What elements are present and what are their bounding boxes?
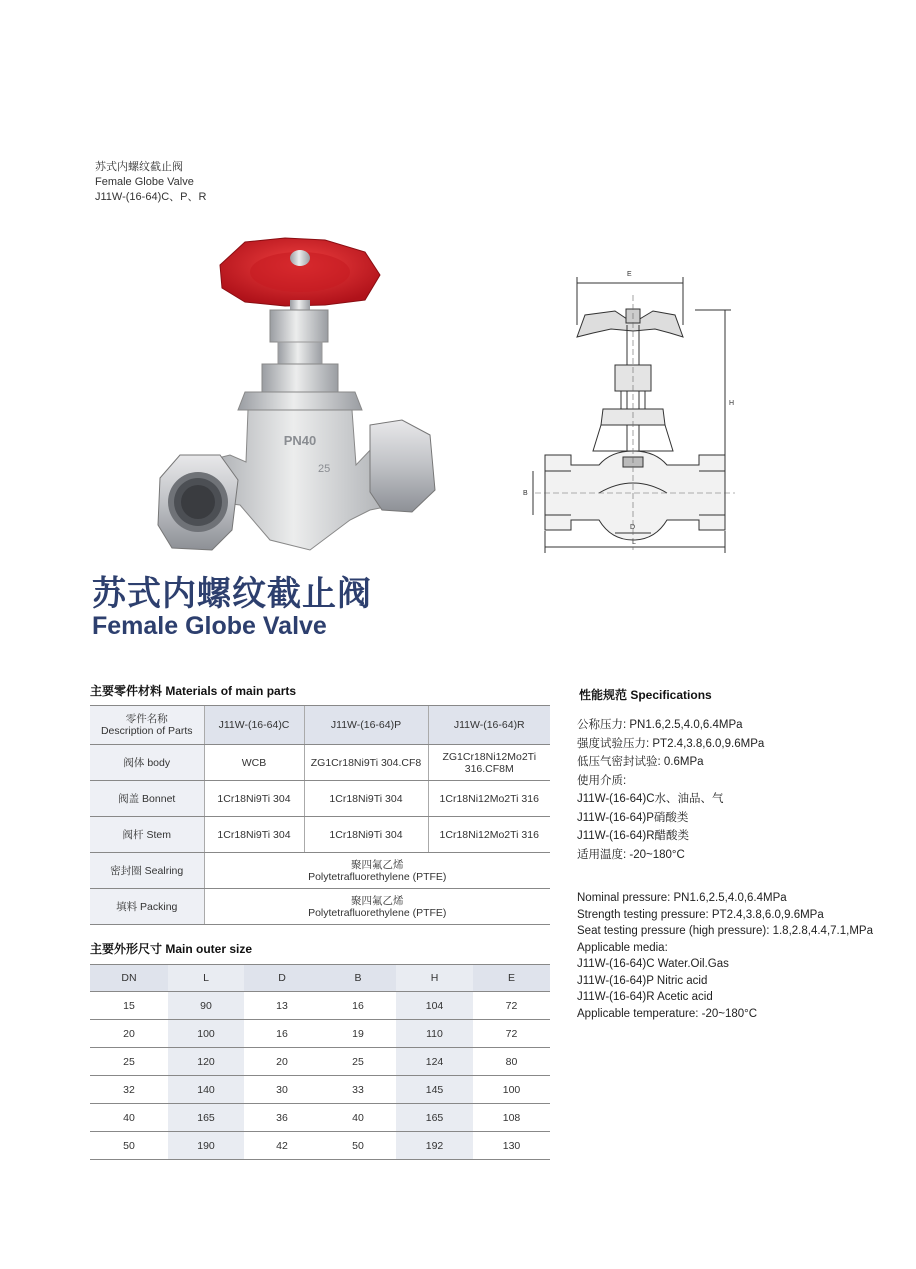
size-cell-b: 33 — [320, 1076, 396, 1104]
material-p: 1Cr18Ni9Ti 304 — [304, 817, 428, 853]
part-name: 阀体 body — [90, 745, 204, 781]
sizes-col-d: D — [244, 965, 320, 992]
dim-label-d: D — [630, 524, 636, 531]
size-cell-dn: 25 — [90, 1048, 168, 1076]
sizes-table — [90, 964, 550, 1160]
spec-line: 使用介质: — [577, 774, 627, 787]
spec-line: 低压气密封试验: 0.6MPa — [577, 756, 704, 768]
material-all-en: Polytetrafluorethylene (PTFE) — [308, 906, 447, 919]
size-cell-l: 100 — [168, 1020, 244, 1048]
size-cell-e: 80 — [473, 1048, 550, 1076]
size-cell-d: 36 — [244, 1104, 320, 1132]
size-cell-b: 40 — [320, 1104, 396, 1132]
size-cell-h: 192 — [396, 1132, 473, 1160]
material-all — [204, 853, 550, 889]
material-all-cn: 聚四氟乙烯 — [351, 858, 404, 871]
materials-table — [90, 705, 550, 925]
table-row — [90, 1104, 550, 1132]
size-cell-h: 104 — [396, 992, 473, 1020]
spec-line: J11W-(16-64)R醋酸类 — [577, 830, 690, 842]
spec-line: 适用温度: -20~180°C — [577, 848, 685, 861]
spec-line: J11W-(16-64)R Acetic acid — [577, 991, 713, 1003]
size-cell-l: 140 — [168, 1076, 244, 1104]
sizes-col-dn: DN — [90, 965, 168, 992]
materials-row-stem — [90, 817, 550, 853]
spec-line: 强度试验压力: PT2.4,3.8,6.0,9.6MPa — [577, 737, 765, 750]
material-r: 1Cr18Ni12Mo2Ti 316 — [428, 817, 550, 853]
size-cell-d: 20 — [244, 1048, 320, 1076]
valve-photo — [150, 230, 450, 560]
size-cell-dn: 15 — [90, 992, 168, 1020]
materials-row-sealring — [90, 853, 550, 889]
materials-row-bonnet — [90, 781, 550, 817]
material-all-cn: 聚四氟乙烯 — [351, 894, 404, 907]
part-name: 阀盖 Bonnet — [90, 781, 204, 817]
size-cell-b: 19 — [320, 1020, 396, 1048]
materials-row-packing — [90, 889, 550, 925]
part-name: 阀杆 Stem — [90, 817, 204, 853]
size-cell-e: 72 — [473, 1020, 550, 1048]
header-model: J11W-(16-64)C、P、R — [95, 191, 207, 203]
body-mark-pn: PN40 — [283, 433, 317, 448]
material-c: 1Cr18Ni9Ti 304 — [204, 781, 304, 817]
size-cell-dn: 40 — [90, 1104, 168, 1132]
material-r-line1: ZG1Cr18Ni12Mo2Ti — [442, 750, 537, 763]
dim-label-b: B — [523, 490, 528, 497]
size-cell-l: 120 — [168, 1048, 244, 1076]
size-cell-l: 90 — [168, 992, 244, 1020]
spec-line: J11W-(16-64)P Nitric acid — [577, 974, 708, 987]
materials-col-part-en: Description of Parts — [100, 725, 193, 737]
size-cell-b: 50 — [320, 1132, 396, 1160]
materials-row-body — [90, 745, 550, 781]
size-cell-l: 190 — [168, 1132, 244, 1160]
spec-line: J11W-(16-64)P硝酸类 — [577, 811, 689, 824]
size-cell-h: 124 — [396, 1048, 473, 1076]
specs-cn — [577, 716, 764, 864]
table-row — [90, 1132, 550, 1160]
dim-label-e: E — [627, 271, 632, 278]
table-row — [90, 1048, 550, 1076]
spec-line: J11W-(16-64)C水、油品、气 — [577, 793, 724, 805]
materials-heading: 主要零件材料 Materials of main parts — [90, 684, 297, 698]
size-cell-d: 13 — [244, 992, 320, 1020]
size-cell-e: 108 — [473, 1104, 550, 1132]
material-p: 1Cr18Ni9Ti 304 — [304, 781, 428, 817]
header-title-cn: 苏式内螺纹截止阀 — [95, 161, 183, 173]
spec-line: 公称压力: PN1.6,2.5,4.0,6.4MPa — [577, 719, 743, 731]
body-mark-size: 25 — [318, 463, 331, 475]
sizes-header-row — [90, 965, 550, 992]
material-r: 1Cr18Ni12Mo2Ti 316 — [428, 781, 550, 817]
sizes-col-e: E — [473, 965, 550, 992]
spec-line: Applicable temperature: -20~180°C — [577, 1007, 758, 1020]
materials-col-c: J11W-(16-64)C — [204, 706, 304, 745]
specs-heading: 性能规范 Specifications — [579, 688, 712, 702]
size-cell-b: 16 — [320, 992, 396, 1020]
size-cell-dn: 20 — [90, 1020, 168, 1048]
main-title-cn: 苏式内螺纹截止阀 — [92, 575, 372, 613]
header-title-en: Female Globe Valve — [95, 176, 194, 188]
materials-col-p: J11W-(16-64)P — [304, 706, 428, 745]
material-p: ZG1Cr18Ni9Ti 304.CF8 — [304, 745, 428, 781]
size-cell-e: 130 — [473, 1132, 550, 1160]
size-cell-b: 25 — [320, 1048, 396, 1076]
part-name: 填料 Packing — [90, 889, 204, 925]
material-all — [204, 889, 550, 925]
material-all-en: Polytetrafluorethylene (PTFE) — [308, 870, 447, 883]
sizes-col-b: B — [320, 965, 396, 992]
size-cell-d: 30 — [244, 1076, 320, 1104]
material-r-line2: 316.CF8M — [464, 762, 514, 775]
table-row — [90, 992, 550, 1020]
sizes-heading: 主要外形尺寸 Main outer size — [90, 942, 253, 956]
material-c: WCB — [204, 745, 304, 781]
spec-line: J11W-(16-64)C Water.Oil.Gas — [577, 958, 729, 970]
size-cell-d: 42 — [244, 1132, 320, 1160]
dim-label-h: H — [729, 400, 735, 407]
spec-line: Seat testing pressure (high pressure): 1.8,2.8,4.4,7.1,MPa — [577, 925, 873, 937]
size-cell-h: 165 — [396, 1104, 473, 1132]
materials-col-part — [90, 706, 204, 745]
size-cell-e: 100 — [473, 1076, 550, 1104]
table-row — [90, 1020, 550, 1048]
technical-drawing — [515, 265, 750, 555]
table-row — [90, 1076, 550, 1104]
dim-label-l: L — [632, 539, 636, 546]
size-cell-h: 145 — [396, 1076, 473, 1104]
size-cell-dn: 50 — [90, 1132, 168, 1160]
part-name: 密封圈 Sealring — [90, 853, 204, 889]
size-cell-dn: 32 — [90, 1076, 168, 1104]
product-header — [95, 160, 206, 205]
main-title-en: Female Globe Valve — [92, 612, 327, 640]
sizes-col-h: H — [396, 965, 473, 992]
materials-col-r: J11W-(16-64)R — [428, 706, 550, 745]
materials-col-part-cn: 零件名称 — [125, 713, 168, 725]
materials-header-row — [90, 706, 550, 745]
specs-en — [577, 890, 873, 1022]
size-cell-h: 110 — [396, 1020, 473, 1048]
spec-line: Strength testing pressure: PT2.4,3.8,6.0,9.6MPa — [577, 908, 824, 921]
spec-line: Applicable media: — [577, 941, 668, 954]
sizes-col-l: L — [168, 965, 244, 992]
material-c: 1Cr18Ni9Ti 304 — [204, 817, 304, 853]
size-cell-d: 16 — [244, 1020, 320, 1048]
spec-line: Nominal pressure: PN1.6,2.5,4.0,6.4MPa — [577, 892, 787, 904]
material-r — [428, 745, 550, 781]
size-cell-l: 165 — [168, 1104, 244, 1132]
size-cell-e: 72 — [473, 992, 550, 1020]
